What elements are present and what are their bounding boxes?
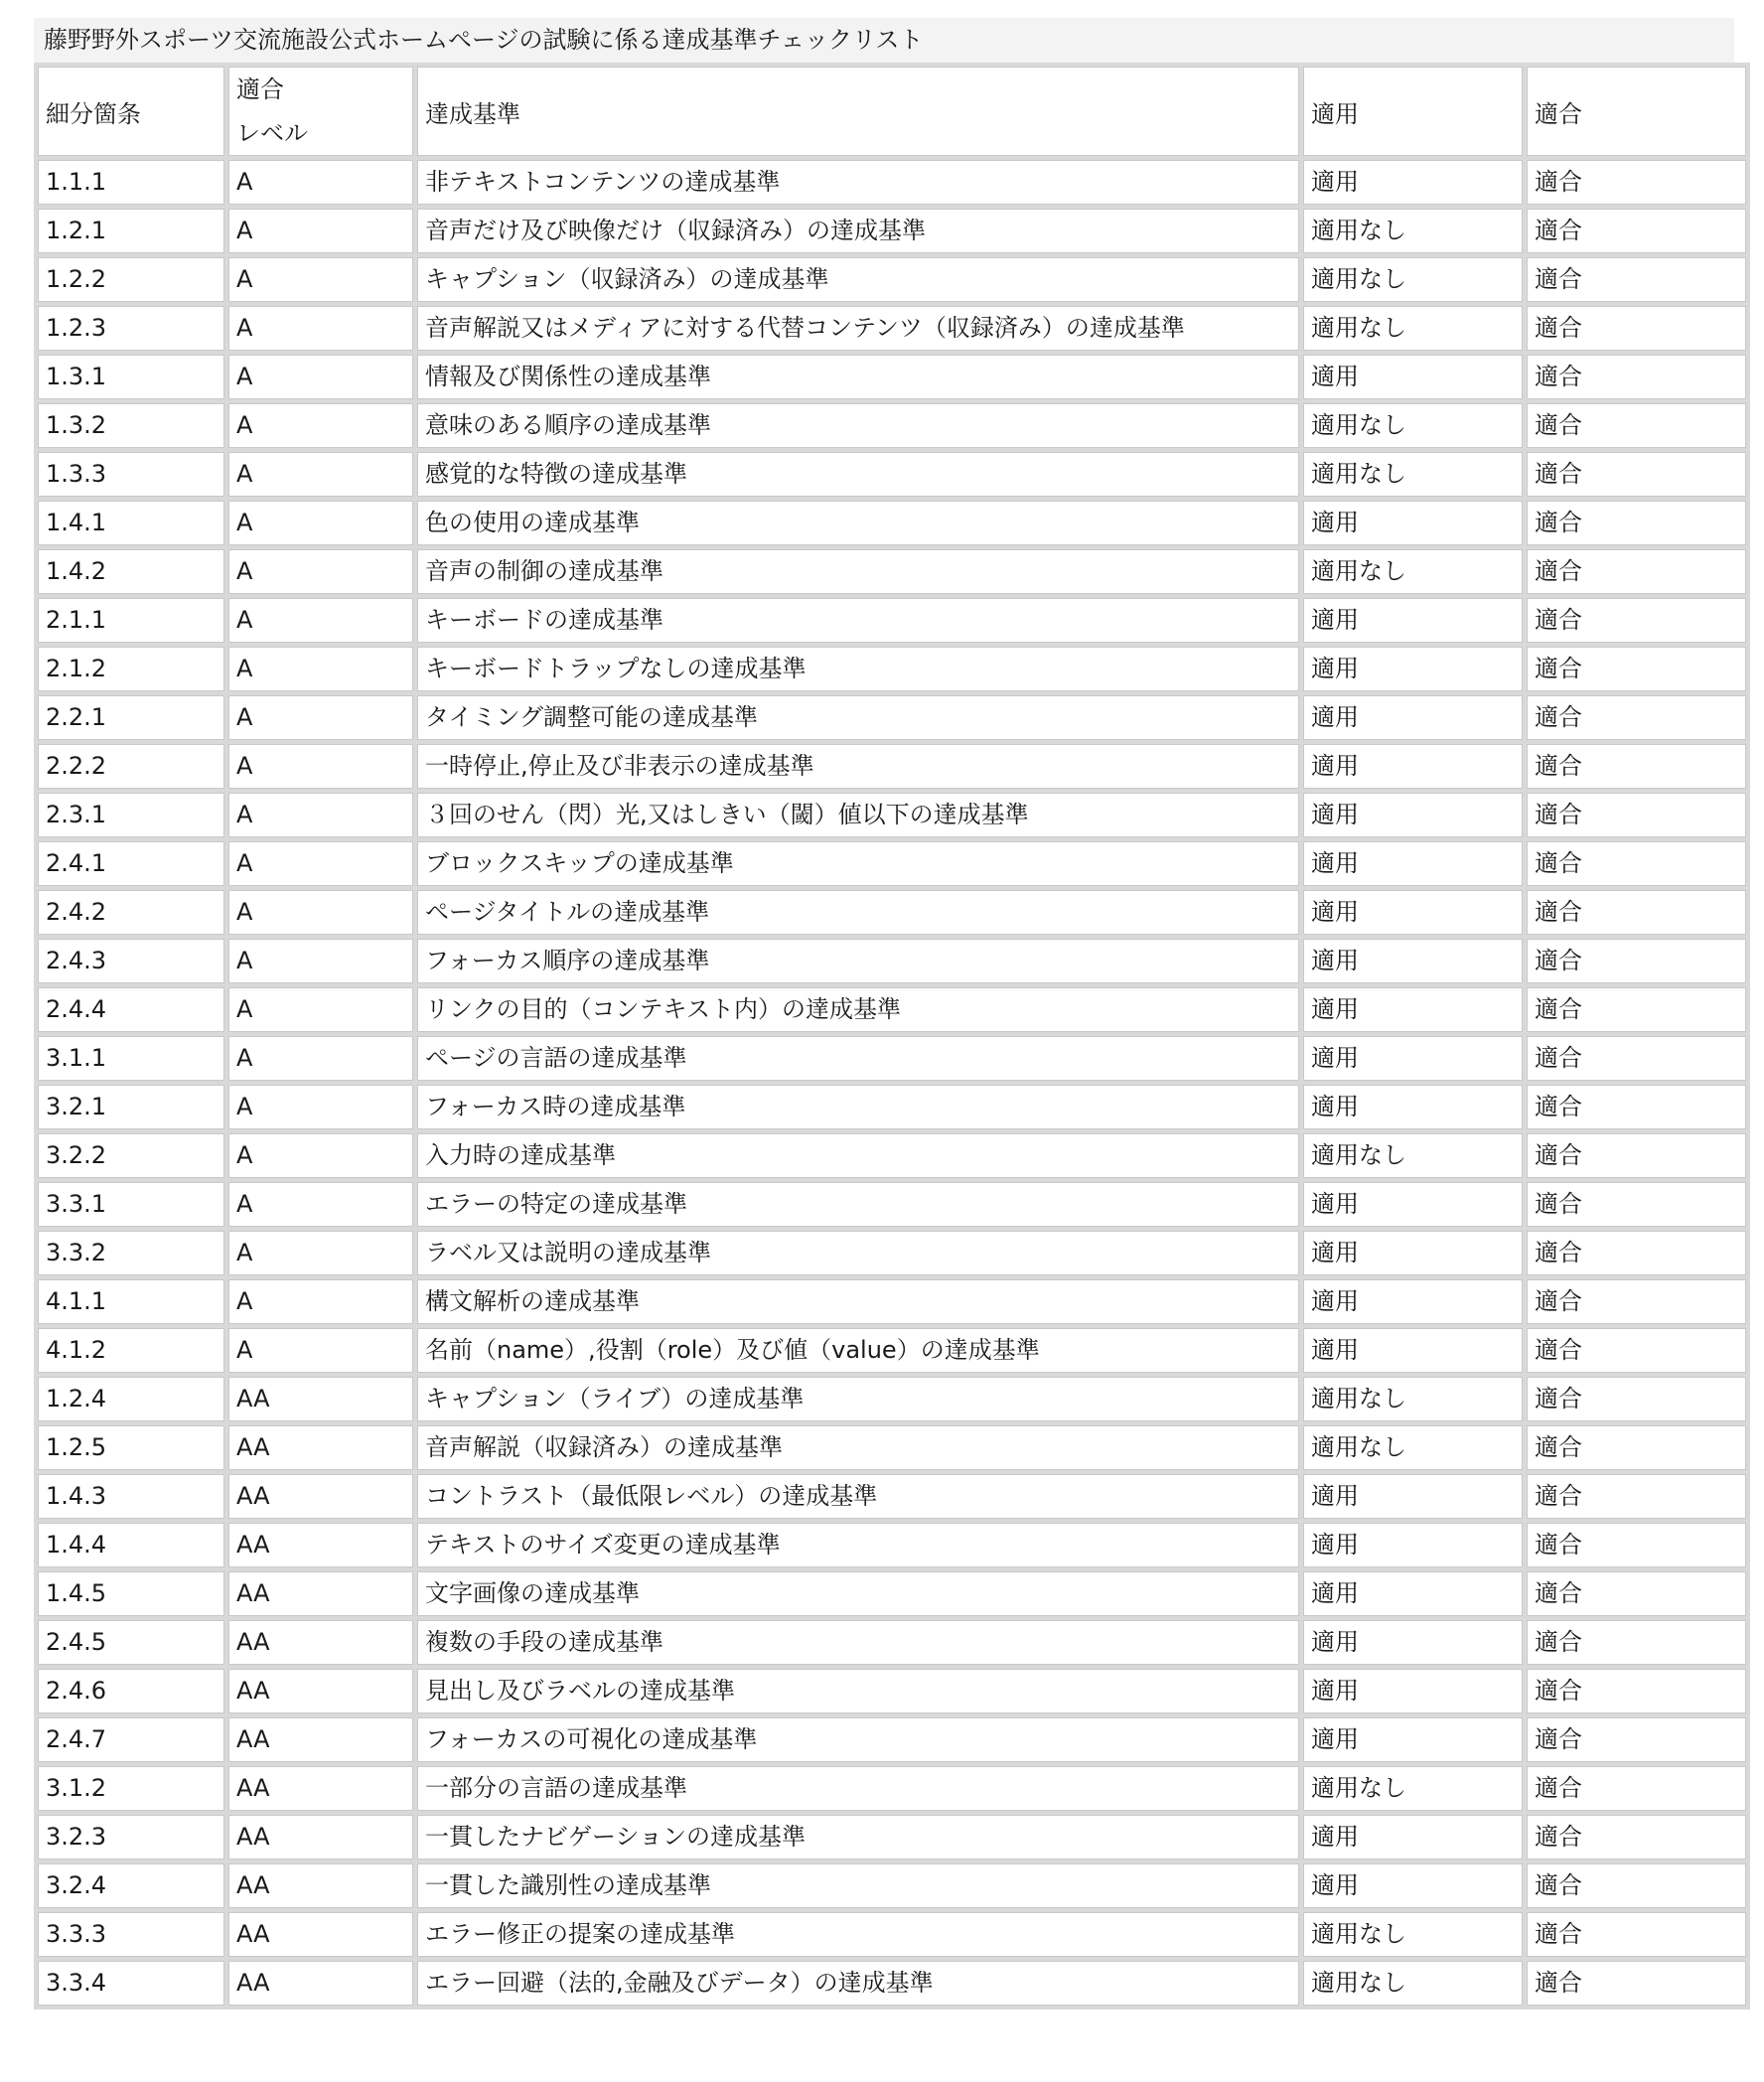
cell-applicable: 適用なし	[1303, 452, 1523, 497]
table-row	[38, 355, 1746, 399]
cell-level: A	[228, 257, 413, 302]
cell-level: A	[228, 987, 413, 1032]
cell-applicable: 適用	[1303, 1620, 1523, 1665]
cell-level: A	[228, 890, 413, 935]
cell-clause: 3.2.1	[38, 1085, 224, 1129]
table-row	[38, 1523, 1746, 1567]
cell-clause: 2.4.3	[38, 939, 224, 983]
cell-conformance: 適合	[1527, 1036, 1746, 1081]
cell-level: AA	[228, 1571, 413, 1616]
cell-conformance: 適合	[1527, 1620, 1746, 1665]
cell-applicable: 適用	[1303, 1085, 1523, 1129]
cell-clause: 2.2.1	[38, 695, 224, 740]
cell-applicable: 適用	[1303, 647, 1523, 691]
table-row	[38, 1669, 1746, 1713]
table-row	[38, 744, 1746, 789]
table-row	[38, 1377, 1746, 1421]
cell-clause: 3.3.4	[38, 1961, 224, 2006]
table-row	[38, 1863, 1746, 1908]
header-conformance: 適合	[1527, 67, 1746, 156]
cell-applicable: 適用	[1303, 1231, 1523, 1275]
cell-applicable: 適用	[1303, 1279, 1523, 1324]
cell-clause: 1.2.3	[38, 306, 224, 351]
cell-applicable: 適用	[1303, 1571, 1523, 1616]
cell-conformance: 適合	[1527, 1085, 1746, 1129]
cell-applicable: 適用	[1303, 939, 1523, 983]
cell-criterion: 意味のある順序の達成基準	[417, 403, 1299, 448]
cell-clause: 1.2.5	[38, 1425, 224, 1470]
cell-applicable: 適用	[1303, 890, 1523, 935]
cell-conformance: 適合	[1527, 695, 1746, 740]
table-row	[38, 1912, 1746, 1957]
cell-applicable: 適用なし	[1303, 306, 1523, 351]
cell-clause: 2.3.1	[38, 793, 224, 837]
header-level	[228, 67, 413, 156]
cell-clause: 2.4.1	[38, 841, 224, 886]
cell-applicable: 適用なし	[1303, 257, 1523, 302]
cell-clause: 3.1.2	[38, 1766, 224, 1811]
cell-applicable: 適用	[1303, 160, 1523, 205]
cell-criterion: ブロックスキップの達成基準	[417, 841, 1299, 886]
cell-criterion: キーボードトラップなしの達成基準	[417, 647, 1299, 691]
cell-level: A	[228, 647, 413, 691]
header-clause: 細分箇条	[38, 67, 224, 156]
cell-conformance: 適合	[1527, 793, 1746, 837]
cell-clause: 1.4.2	[38, 549, 224, 594]
cell-conformance: 適合	[1527, 1815, 1746, 1859]
header-applicable: 適用	[1303, 67, 1523, 156]
cell-applicable: 適用なし	[1303, 209, 1523, 253]
cell-conformance: 適合	[1527, 1231, 1746, 1275]
table-row	[38, 1085, 1746, 1129]
table-row	[38, 1620, 1746, 1665]
table-row	[38, 987, 1746, 1032]
cell-conformance: 適合	[1527, 452, 1746, 497]
cell-level: AA	[228, 1815, 413, 1859]
table-row	[38, 1766, 1746, 1811]
cell-applicable: 適用	[1303, 744, 1523, 789]
cell-criterion: フォーカス時の達成基準	[417, 1085, 1299, 1129]
cell-level: A	[228, 209, 413, 253]
cell-clause: 2.2.2	[38, 744, 224, 789]
table-row	[38, 1815, 1746, 1859]
cell-conformance: 適合	[1527, 647, 1746, 691]
cell-criterion: リンクの目的（コンテキスト内）の達成基準	[417, 987, 1299, 1032]
cell-clause: 3.3.2	[38, 1231, 224, 1275]
cell-applicable: 適用なし	[1303, 1133, 1523, 1178]
cell-applicable: 適用	[1303, 793, 1523, 837]
cell-level: A	[228, 1182, 413, 1227]
cell-criterion: 音声の制御の達成基準	[417, 549, 1299, 594]
cell-applicable: 適用なし	[1303, 1961, 1523, 2006]
cell-clause: 4.1.1	[38, 1279, 224, 1324]
cell-conformance: 適合	[1527, 987, 1746, 1032]
table-row	[38, 1425, 1746, 1470]
cell-applicable: 適用なし	[1303, 1912, 1523, 1957]
cell-clause: 3.1.1	[38, 1036, 224, 1081]
cell-clause: 1.2.4	[38, 1377, 224, 1421]
cell-conformance: 適合	[1527, 1717, 1746, 1762]
cell-criterion: キャプション（ライブ）の達成基準	[417, 1377, 1299, 1421]
cell-level: AA	[228, 1766, 413, 1811]
cell-criterion: テキストのサイズ変更の達成基準	[417, 1523, 1299, 1567]
table-row	[38, 209, 1746, 253]
cell-clause: 3.2.3	[38, 1815, 224, 1859]
cell-criterion: ページの言語の達成基準	[417, 1036, 1299, 1081]
cell-clause: 1.2.2	[38, 257, 224, 302]
table-row	[38, 1231, 1746, 1275]
cell-clause: 3.3.3	[38, 1912, 224, 1957]
cell-conformance: 適合	[1527, 1669, 1746, 1713]
cell-applicable: 適用なし	[1303, 549, 1523, 594]
cell-conformance: 適合	[1527, 501, 1746, 545]
cell-applicable: 適用	[1303, 1474, 1523, 1519]
cell-clause: 1.4.5	[38, 1571, 224, 1616]
cell-clause: 2.4.7	[38, 1717, 224, 1762]
cell-criterion: コントラスト（最低限レベル）の達成基準	[417, 1474, 1299, 1519]
table-caption: 藤野野外スポーツ交流施設公式ホームページの試験に係る達成基準チェックリスト	[34, 18, 1734, 63]
cell-conformance: 適合	[1527, 1425, 1746, 1470]
cell-level: A	[228, 1085, 413, 1129]
cell-conformance: 適合	[1527, 1766, 1746, 1811]
cell-criterion: キーボードの達成基準	[417, 598, 1299, 643]
table-row	[38, 501, 1746, 545]
cell-criterion: タイミング調整可能の達成基準	[417, 695, 1299, 740]
cell-conformance: 適合	[1527, 209, 1746, 253]
cell-clause: 1.3.2	[38, 403, 224, 448]
table-row	[38, 306, 1746, 351]
cell-clause: 2.4.6	[38, 1669, 224, 1713]
cell-criterion: 見出し及びラベルの達成基準	[417, 1669, 1299, 1713]
cell-conformance: 適合	[1527, 1912, 1746, 1957]
cell-criterion: 一部分の言語の達成基準	[417, 1766, 1299, 1811]
cell-conformance: 適合	[1527, 1133, 1746, 1178]
cell-conformance: 適合	[1527, 355, 1746, 399]
cell-clause: 2.4.2	[38, 890, 224, 935]
cell-conformance: 適合	[1527, 1863, 1746, 1908]
cell-applicable: 適用	[1303, 841, 1523, 886]
cell-level: A	[228, 939, 413, 983]
cell-level: AA	[228, 1377, 413, 1421]
cell-clause: 2.1.1	[38, 598, 224, 643]
cell-criterion: 一貫したナビゲーションの達成基準	[417, 1815, 1299, 1859]
cell-level: AA	[228, 1620, 413, 1665]
cell-conformance: 適合	[1527, 306, 1746, 351]
table-row	[38, 1961, 1746, 2006]
cell-applicable: 適用	[1303, 1328, 1523, 1373]
cell-level: A	[228, 744, 413, 789]
table-row	[38, 257, 1746, 302]
cell-level: A	[228, 793, 413, 837]
cell-level: AA	[228, 1474, 413, 1519]
checklist-table	[34, 63, 1750, 2009]
cell-conformance: 適合	[1527, 1523, 1746, 1567]
cell-criterion: 名前（name）,役割（role）及び値（value）の達成基準	[417, 1328, 1299, 1373]
cell-clause: 1.4.3	[38, 1474, 224, 1519]
header-row	[38, 67, 1746, 156]
cell-level: A	[228, 1036, 413, 1081]
cell-level: AA	[228, 1863, 413, 1908]
cell-conformance: 適合	[1527, 744, 1746, 789]
cell-conformance: 適合	[1527, 1571, 1746, 1616]
cell-conformance: 適合	[1527, 1961, 1746, 2006]
cell-level: A	[228, 501, 413, 545]
cell-conformance: 適合	[1527, 890, 1746, 935]
cell-level: A	[228, 695, 413, 740]
header-criterion: 達成基準	[417, 67, 1299, 156]
cell-applicable: 適用なし	[1303, 1766, 1523, 1811]
cell-level: A	[228, 403, 413, 448]
cell-conformance: 適合	[1527, 160, 1746, 205]
table-row	[38, 890, 1746, 935]
cell-criterion: ページタイトルの達成基準	[417, 890, 1299, 935]
cell-criterion: 一時停止,停止及び非表示の達成基準	[417, 744, 1299, 789]
table-row	[38, 1182, 1746, 1227]
cell-applicable: 適用	[1303, 1036, 1523, 1081]
cell-criterion: 構文解析の達成基準	[417, 1279, 1299, 1324]
cell-criterion: 情報及び関係性の達成基準	[417, 355, 1299, 399]
cell-level: AA	[228, 1523, 413, 1567]
table-row	[38, 793, 1746, 837]
table-body	[38, 160, 1746, 2006]
cell-applicable: 適用	[1303, 1717, 1523, 1762]
cell-applicable: 適用	[1303, 695, 1523, 740]
cell-applicable: 適用なし	[1303, 1377, 1523, 1421]
table-row	[38, 1717, 1746, 1762]
cell-clause: 1.3.1	[38, 355, 224, 399]
cell-criterion: 色の使用の達成基準	[417, 501, 1299, 545]
cell-criterion: 音声解説（収録済み）の達成基準	[417, 1425, 1299, 1470]
cell-clause: 1.4.1	[38, 501, 224, 545]
cell-clause: 3.2.4	[38, 1863, 224, 1908]
cell-criterion: 文字画像の達成基準	[417, 1571, 1299, 1616]
table-row	[38, 549, 1746, 594]
cell-conformance: 適合	[1527, 1182, 1746, 1227]
cell-level: A	[228, 841, 413, 886]
cell-conformance: 適合	[1527, 1328, 1746, 1373]
cell-applicable: 適用	[1303, 1669, 1523, 1713]
cell-criterion: エラー修正の提案の達成基準	[417, 1912, 1299, 1957]
cell-applicable: 適用なし	[1303, 403, 1523, 448]
cell-criterion: 入力時の達成基準	[417, 1133, 1299, 1178]
cell-level: A	[228, 1231, 413, 1275]
cell-clause: 1.4.4	[38, 1523, 224, 1567]
checklist-document	[34, 18, 1734, 2009]
cell-criterion: 非テキストコンテンツの達成基準	[417, 160, 1299, 205]
table-row	[38, 841, 1746, 886]
cell-conformance: 適合	[1527, 549, 1746, 594]
cell-level: A	[228, 598, 413, 643]
cell-applicable: 適用	[1303, 1182, 1523, 1227]
cell-level: A	[228, 549, 413, 594]
table-row	[38, 695, 1746, 740]
cell-applicable: 適用	[1303, 1815, 1523, 1859]
cell-level: A	[228, 452, 413, 497]
cell-criterion: 音声解説又はメディアに対する代替コンテンツ（収録済み）の達成基準	[417, 306, 1299, 351]
cell-criterion: 感覚的な特徴の達成基準	[417, 452, 1299, 497]
cell-criterion: エラーの特定の達成基準	[417, 1182, 1299, 1227]
cell-criterion: ３回のせん（閃）光,又はしきい（閾）値以下の達成基準	[417, 793, 1299, 837]
cell-applicable: 適用なし	[1303, 1425, 1523, 1470]
cell-clause: 2.4.5	[38, 1620, 224, 1665]
header-level-line1: 適合	[236, 75, 284, 103]
cell-conformance: 適合	[1527, 403, 1746, 448]
table-row	[38, 647, 1746, 691]
cell-level: AA	[228, 1425, 413, 1470]
table-row	[38, 1474, 1746, 1519]
cell-level: A	[228, 1279, 413, 1324]
cell-criterion: エラー回避（法的,金融及びデータ）の達成基準	[417, 1961, 1299, 2006]
cell-level: AA	[228, 1669, 413, 1713]
cell-conformance: 適合	[1527, 598, 1746, 643]
cell-applicable: 適用	[1303, 987, 1523, 1032]
cell-applicable: 適用	[1303, 501, 1523, 545]
cell-clause: 2.4.4	[38, 987, 224, 1032]
cell-criterion: ラベル又は説明の達成基準	[417, 1231, 1299, 1275]
table-header	[38, 67, 1746, 156]
cell-level: A	[228, 1133, 413, 1178]
table-row	[38, 160, 1746, 205]
cell-level: A	[228, 355, 413, 399]
cell-level: AA	[228, 1961, 413, 2006]
table-row	[38, 452, 1746, 497]
cell-clause: 3.3.1	[38, 1182, 224, 1227]
cell-clause: 1.3.3	[38, 452, 224, 497]
cell-clause: 2.1.2	[38, 647, 224, 691]
cell-level: AA	[228, 1717, 413, 1762]
cell-level: AA	[228, 1912, 413, 1957]
cell-conformance: 適合	[1527, 841, 1746, 886]
cell-clause: 3.2.2	[38, 1133, 224, 1178]
table-row	[38, 598, 1746, 643]
cell-criterion: 複数の手段の達成基準	[417, 1620, 1299, 1665]
cell-clause: 4.1.2	[38, 1328, 224, 1373]
cell-clause: 1.1.1	[38, 160, 224, 205]
table-row	[38, 403, 1746, 448]
cell-clause: 1.2.1	[38, 209, 224, 253]
cell-conformance: 適合	[1527, 257, 1746, 302]
cell-criterion: フォーカスの可視化の達成基準	[417, 1717, 1299, 1762]
cell-criterion: フォーカス順序の達成基準	[417, 939, 1299, 983]
cell-criterion: 一貫した識別性の達成基準	[417, 1863, 1299, 1908]
cell-criterion: 音声だけ及び映像だけ（収録済み）の達成基準	[417, 209, 1299, 253]
table-row	[38, 1279, 1746, 1324]
header-level-line2: レベル	[236, 119, 308, 147]
cell-applicable: 適用	[1303, 1863, 1523, 1908]
cell-conformance: 適合	[1527, 1377, 1746, 1421]
cell-criterion: キャプション（収録済み）の達成基準	[417, 257, 1299, 302]
cell-conformance: 適合	[1527, 939, 1746, 983]
cell-applicable: 適用	[1303, 598, 1523, 643]
table-row	[38, 1133, 1746, 1178]
table-row	[38, 1571, 1746, 1616]
cell-level: A	[228, 1328, 413, 1373]
cell-conformance: 適合	[1527, 1474, 1746, 1519]
table-row	[38, 1328, 1746, 1373]
table-row	[38, 939, 1746, 983]
table-row	[38, 1036, 1746, 1081]
cell-applicable: 適用	[1303, 355, 1523, 399]
cell-level: A	[228, 306, 413, 351]
cell-level: A	[228, 160, 413, 205]
cell-applicable: 適用	[1303, 1523, 1523, 1567]
cell-conformance: 適合	[1527, 1279, 1746, 1324]
